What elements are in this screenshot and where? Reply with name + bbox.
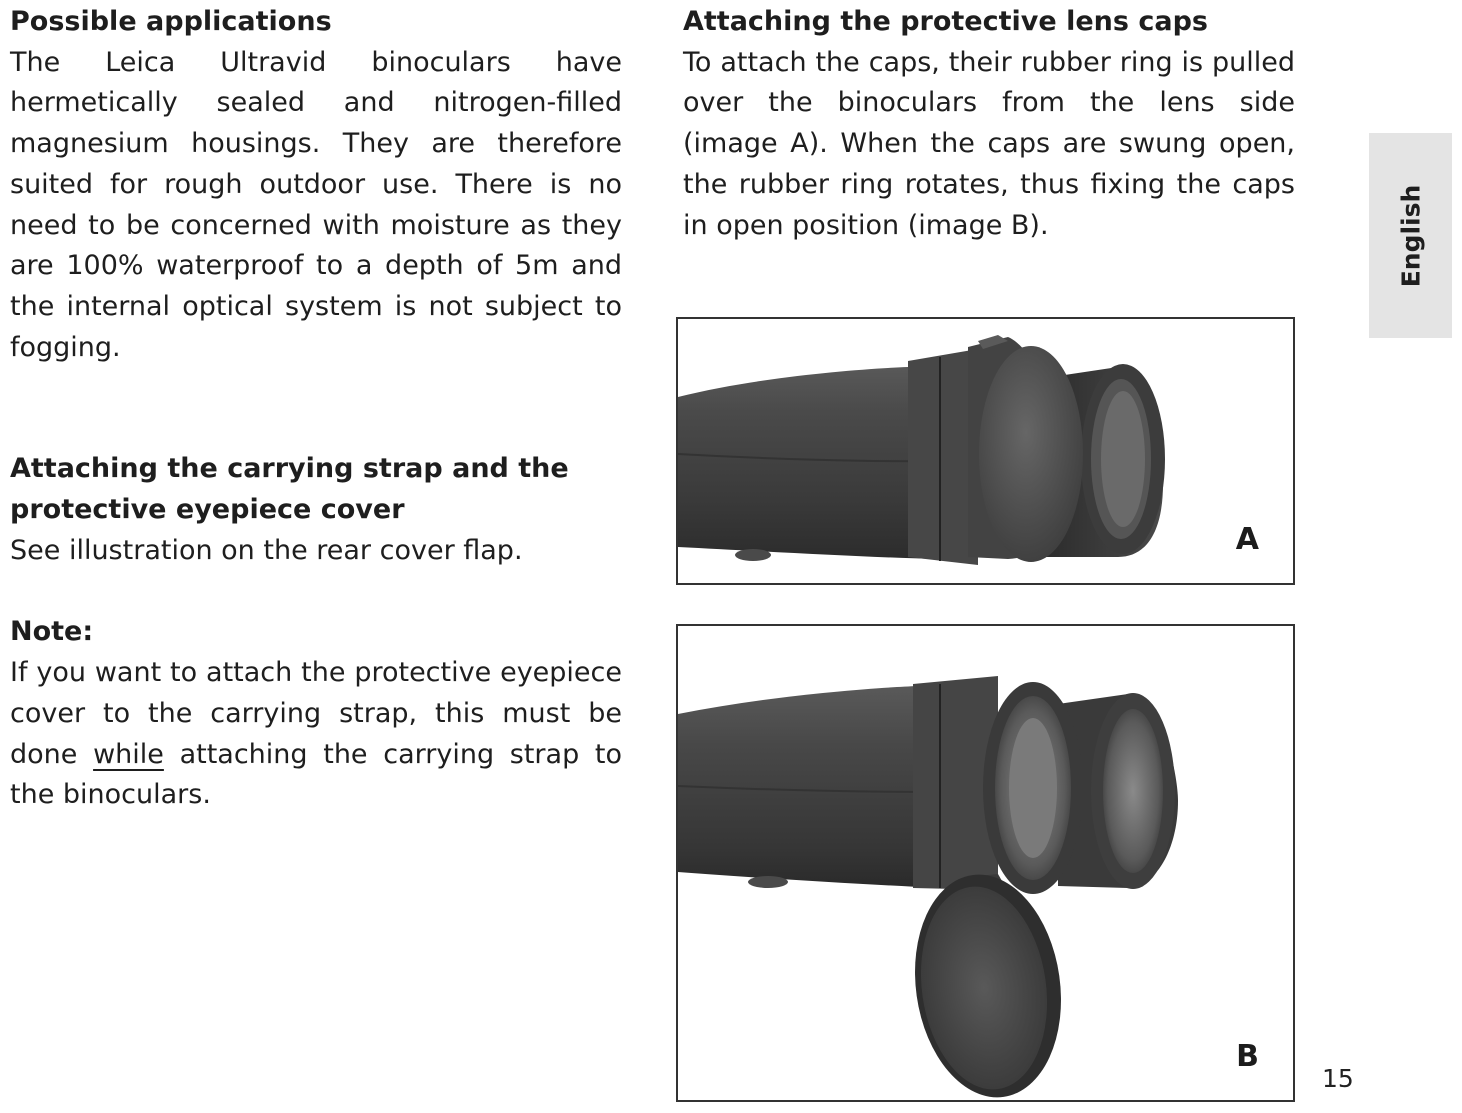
language-side-tab xyxy=(1369,133,1452,338)
section-lens-caps xyxy=(683,2,1295,246)
binoculars-caps-closed-illustration xyxy=(678,319,1293,583)
section-note xyxy=(10,612,622,816)
note-text-after: attaching the carrying strap to the binoculars. xyxy=(10,738,622,811)
spacer xyxy=(10,571,622,612)
image-b-label: B xyxy=(1236,1039,1259,1074)
left-column xyxy=(10,2,622,816)
heading-possible-applications: Possible applications xyxy=(10,6,332,37)
spacer xyxy=(10,368,622,449)
figure-image-b xyxy=(676,624,1295,1102)
paragraph-lens-caps: To attach the caps, their rubber ring is pulled over the binoculars from the lens side (image A). When the caps are swung open, the rubber ring rotates, thus fixing the caps in open position (image B). xyxy=(683,46,1295,241)
page-number: 15 xyxy=(1322,1064,1354,1093)
paragraph-carrying-strap: See illustration on the rear cover flap. xyxy=(10,534,523,566)
image-a-label: A xyxy=(1235,522,1259,557)
section-possible-applications xyxy=(10,2,622,368)
right-column xyxy=(683,2,1295,246)
figure-image-a xyxy=(676,317,1295,585)
language-tab-label: English xyxy=(1396,184,1425,287)
paragraph-note xyxy=(10,653,622,816)
heading-note: Note: xyxy=(10,616,94,648)
binoculars-caps-open-illustration xyxy=(678,626,1293,1100)
note-underlined-word: while xyxy=(93,738,164,770)
heading-lens-caps: Attaching the protective lens caps xyxy=(683,6,1208,37)
heading-carrying-strap: Attaching the carrying strap and the protective eyepiece cover xyxy=(10,453,569,526)
note-text-before: If you want to attach the protective eyepiece cover to the carrying strap, this must be done xyxy=(10,657,622,770)
section-carrying-strap xyxy=(10,449,622,571)
paragraph-possible-applications: The Leica Ultravid binoculars have hermetically sealed and nitrogen-filled magnesium housings. They are therefore suited for rough outdoor use. There is no need to be concerned with moisture as they are 100% waterproof to a depth of 5m and the internal optical system is not subject to fogging. xyxy=(10,46,622,363)
